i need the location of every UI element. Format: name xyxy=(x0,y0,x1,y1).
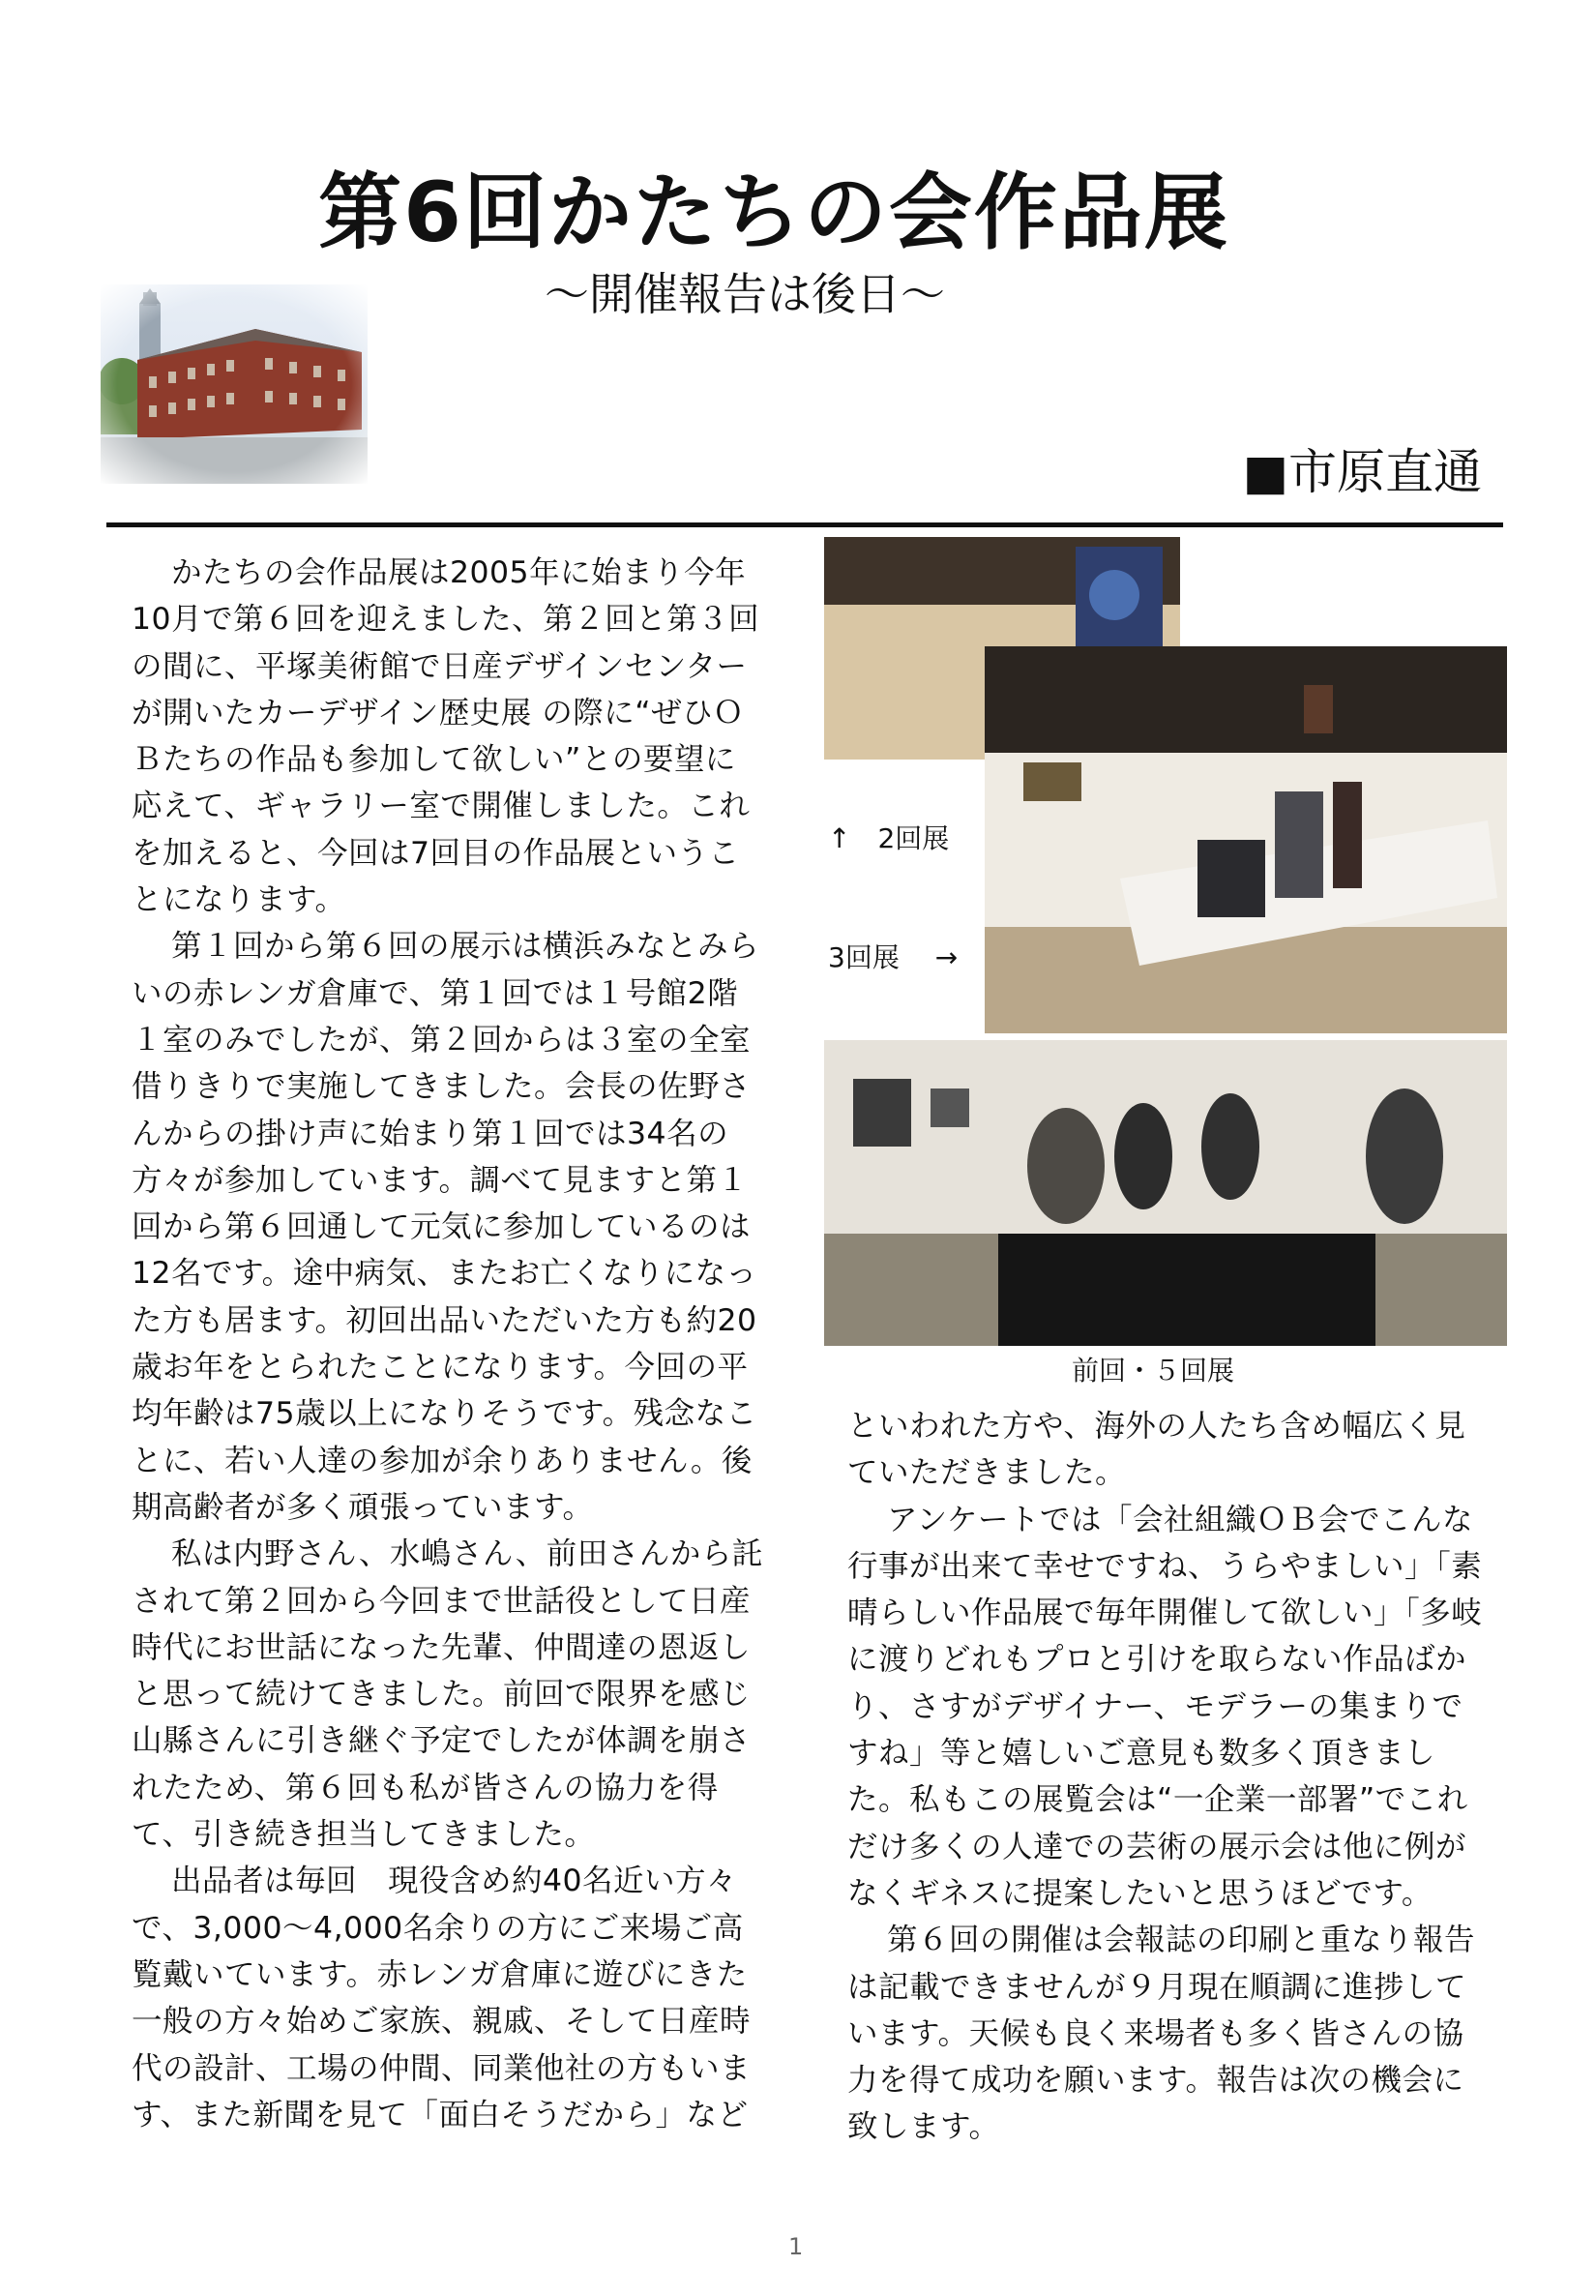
paragraph: 出品者は毎回 現役含め約40名近い方々で、3,000～4,000名余りの方にご来場ご高覧戴いています。赤レンガ倉庫に遊びにきた一般の方々始めご家族、親戚、そして日産時代の設計、工場の仲間、同業他社の方もいます、また新聞を見て「面白そうだから」など xyxy=(132,1864,752,2132)
exhibition-5-photo xyxy=(824,1040,1507,1346)
paragraph: アンケートでは「会社組織ＯＢ会でこんな行事が出来て幸せですね、うらやましい」「素晴らしい作品展で毎年開催して欲しい」「多岐に渡りどれもプロと引けを取らない作品ばかり、さすがデザイナー、モデラーの集まりですね」等と嬉しいご意見も数多く頂きました。私もこの展覧会は“一企業一部署”でこれだけ多くの人達での芸術の展示会は他に例がなくギネスに提案したいと思うほどです。 xyxy=(847,1502,1483,1911)
red-brick-warehouse-photo xyxy=(101,284,368,484)
page-number: 1 xyxy=(788,2233,804,2260)
exhibition-3-illustration xyxy=(985,646,1507,1033)
page-title: 第6回かたちの会作品展 xyxy=(318,164,1229,261)
photo-caption: ↑ 2回展 xyxy=(828,822,950,854)
header-divider xyxy=(106,522,1503,527)
paragraph: 第６回の開催は会報誌の印刷と重なり報告は記載できませんが９月現在順調に進捗しています。天候も良く来場者も多く皆さんの協力を得て成功を願います。報告は次の機会に致します。 xyxy=(847,1923,1475,2145)
paragraph: といわれた方や、海外の人たち含め幅広く見ていただきました。 xyxy=(847,1409,1466,1491)
exhibition-3-photo xyxy=(985,646,1507,1033)
paragraph: 私は内野さん、水嶋さん、前田さんから託されて第２回から今回まで世話役として日産時代にお世話になった先輩、仲間達の恩返しと思って続けてきました。前回で限界を感じ山縣さんに引き継ぐ予定でしたが体調を崩されたため、第６回も私が皆さんの協力を得て、引き続き担当してきました。 xyxy=(132,1536,763,1853)
paragraph: かたちの会作品展は2005年に始まり今年10月で第６回を迎えました、第２回と第３回の間に、平塚美術館で日産デザインセンターが開いたカーデザイン歴史展 の際に“ぜひＯＢたちの作品も参加して欲しい”との要望に応えて、ギャラリー室で開催しました。これを加えると、今回は7回目の作品展ということになります。 xyxy=(132,555,760,918)
page-subtitle: ～開催報告は後日～ xyxy=(545,268,945,320)
warehouse-illustration xyxy=(101,284,368,484)
photo-caption: 3回展 → xyxy=(828,941,959,973)
article-column-right xyxy=(847,1403,1486,2151)
exhibition-5-illustration xyxy=(824,1040,1507,1346)
author-name: ■市原直通 xyxy=(1242,444,1482,500)
paragraph: 第１回から第６回の展示は横浜みなとみらいの赤レンガ倉庫で、第１回では１号館2階１室のみでしたが、第２回からは３室の全室借りきりで実施してきました。会長の佐野さんからの掛け声に始まり第１回では34名の方々が参加しています。調べて見ますと第１回から第６回通して元気に参加しているのは12名です。途中病気、またお亡くなりになった方も居ます。初回出品いただいた方も約20歳お年をとられたことになります。今回の平均年齢は75歳以上になりそうです。残念なことに、若い人達の参加が余りありません。後期高齢者が多く頑張っています。 xyxy=(132,929,759,1525)
photo-caption: 前回・５回展 xyxy=(1072,1355,1235,1387)
article-column-left xyxy=(132,550,766,2138)
